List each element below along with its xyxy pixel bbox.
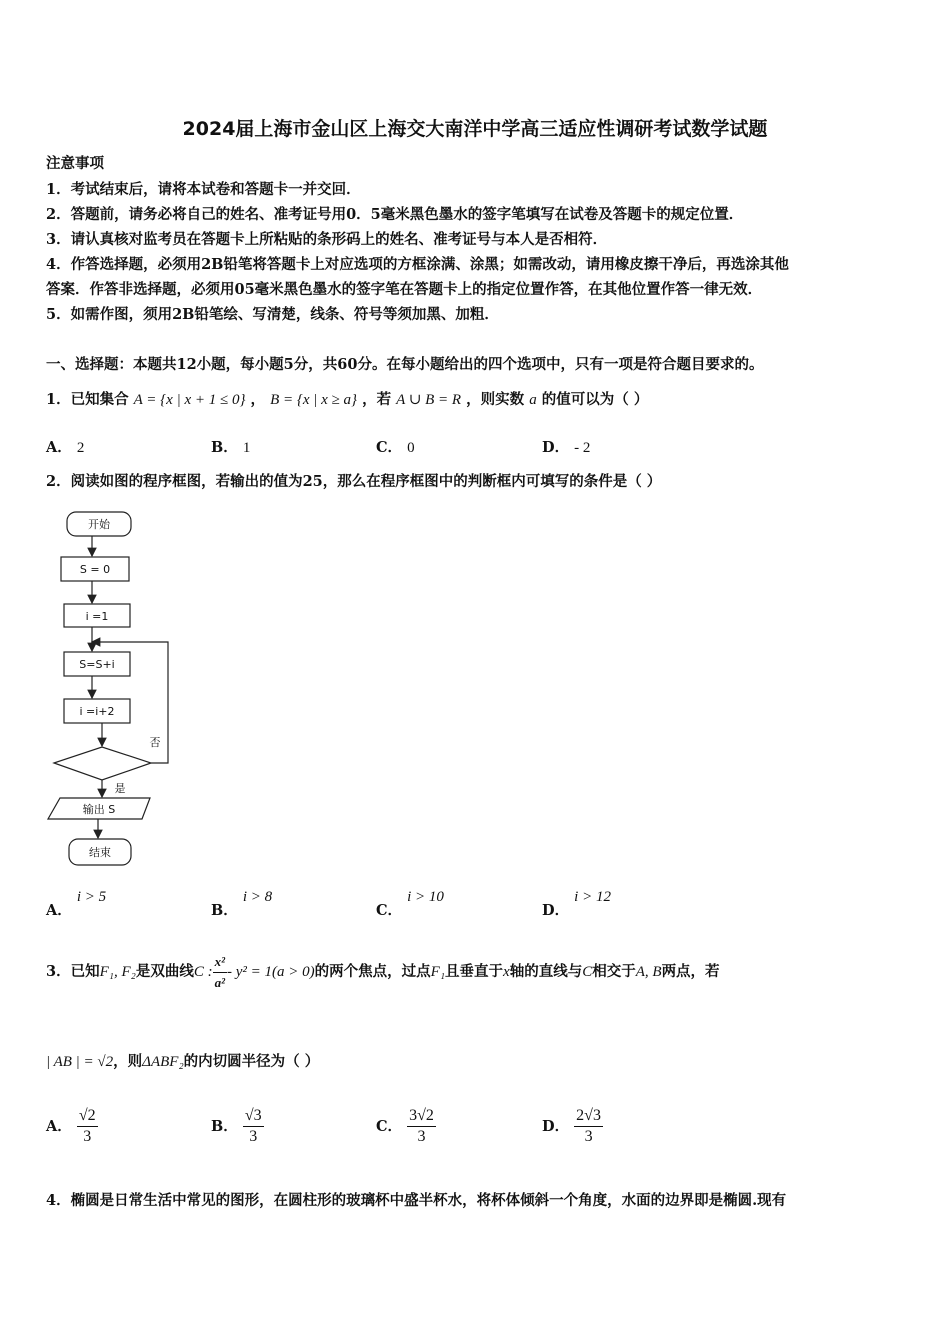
flowchart-output: 输出 S bbox=[82, 803, 116, 816]
option-d[interactable]: D． - 2 bbox=[542, 439, 591, 456]
union-condition: A ∪ B = R bbox=[396, 392, 462, 408]
notice-item: 2．答题前，请务必将自己的姓名、准考证号用0．5毫米黑色墨水的签字笔填写在试卷及答题卡的规定位置． bbox=[46, 206, 744, 223]
hyperbola-fraction: $\frac{\text{x²}}{\text{a²}}$ bbox=[214, 953, 226, 990]
flowchart-start: 开始 bbox=[88, 518, 110, 531]
program-flowchart bbox=[40, 505, 200, 875]
option-d[interactable]: D． $\frac{2√3}{3}$ bbox=[542, 1107, 601, 1145]
option-b[interactable]: B． i > 8 bbox=[211, 889, 273, 919]
question-3-condition: | AB | = √2，则ΔABF₂的内切圆半径为（ ） bbox=[46, 1053, 320, 1070]
set-b-formula: B = {x | x ≥ a} bbox=[270, 392, 358, 408]
notice-item: 5．如需作图，须用2B铅笔绘、写清楚，线条、符号等须加黑、加粗． bbox=[46, 306, 499, 323]
notice-item: 4．作答选择题，必须用2B铅笔将答题卡上对应选项的方框涂满、涂黑；如需改动，请用橡皮擦干净后，再选涂其他 bbox=[46, 256, 789, 273]
option-c[interactable]: C． $\frac{3√2}{3}$ bbox=[376, 1107, 434, 1145]
flowchart-init-i: i =1 bbox=[85, 610, 109, 623]
notice-item: 3．请认真核对监考员在答题卡上所粘贴的条形码上的姓名、准考证号与本人是否相符． bbox=[46, 231, 608, 248]
flowchart-init-s: S = 0 bbox=[79, 563, 111, 576]
option-a[interactable]: A． i > 5 bbox=[46, 889, 107, 919]
option-b[interactable]: B． 1 bbox=[211, 439, 251, 456]
question-1-stem: 1．已知集合 A = {x | x + 1 ≤ 0} ， B = {x | x ≥ a} ，若 A ∪ B = R ，则实数 a 的值可以为（ ） bbox=[46, 391, 649, 408]
flowchart-increment: i =i+2 bbox=[79, 705, 115, 718]
set-a-formula: A = {x | x + 1 ≤ 0} bbox=[133, 392, 246, 408]
question-3-stem: 3．已知F₁, F₂是双曲线C : $\frac{\text{x²}}{\text{a²}}$ - y² = 1(a > 0)的两个焦点，过点F₁且垂直于x轴的直线与C相交于A, B两点，若 bbox=[46, 950, 720, 994]
notice-item: 答案．作答非选择题，必须用05毫米黑色墨水的签字笔在答题卡上的指定位置作答，在其他位置作答一律无效． bbox=[46, 281, 763, 298]
notice-item: 1．考试结束后，请将本试卷和答题卡一并交回． bbox=[46, 181, 361, 198]
flowchart-no-label: 否 bbox=[149, 736, 161, 749]
question-4-stem: 4．椭圆是日常生活中常见的图形，在圆柱形的玻璃杯中盛半杯水，将杯体倾斜一个角度，水面的边界即是椭圆.现有 bbox=[46, 1192, 787, 1209]
page-title: 2024届上海市金山区上海交大南洋中学高三适应性调研考试数学试题 bbox=[182, 118, 768, 140]
option-c[interactable]: C． i > 10 bbox=[376, 889, 444, 919]
section-heading: 一、选择题：本题共12小题，每小题5分，共60分。在每小题给出的四个选项中，只有一项是符合题目要求的。 bbox=[46, 356, 764, 373]
option-c[interactable]: C． 0 bbox=[376, 439, 415, 456]
flowchart-accumulate: S=S+i bbox=[79, 658, 115, 671]
flowchart-yes-label: 是 bbox=[114, 782, 126, 795]
option-a[interactable]: A． 2 bbox=[46, 439, 85, 456]
option-d[interactable]: D． i > 12 bbox=[542, 889, 611, 919]
notice-heading: 注意事项 bbox=[46, 155, 104, 172]
flowchart-end: 结束 bbox=[89, 846, 111, 859]
option-a[interactable]: A． $\frac{√2}{3}$ bbox=[46, 1107, 96, 1145]
option-b[interactable]: B． $\frac{√3}{3}$ bbox=[211, 1107, 262, 1145]
question-2-stem: 2．阅读如图的程序框图，若输出的值为25，那么在程序框图中的判断框内可填写的条件是（ ） bbox=[46, 473, 662, 490]
